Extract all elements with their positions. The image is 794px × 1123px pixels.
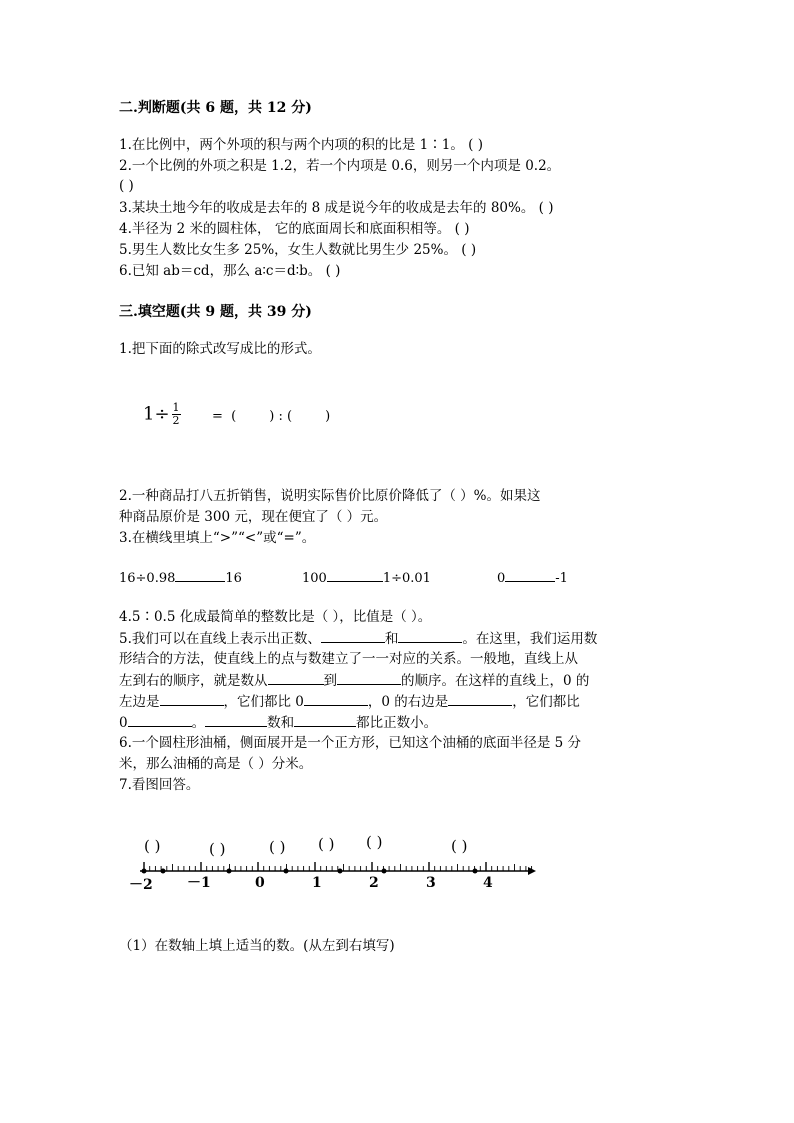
judge-item-4: 4.半径为 2 米的圆柱体， 它的底面周长和底面积相等。 ( ) [119, 221, 470, 237]
fill-q1: 1.把下面的除式改写成比的形式。 [119, 341, 321, 357]
answer-blank[interactable] [337, 671, 401, 685]
judge-item-2-bracket: ( ) [119, 178, 134, 194]
axis-blank[interactable]: ( ) [451, 837, 468, 855]
fill-q4: 4.5∶0.5 化成最简单的整数比是（ ），比值是（ ）。 [119, 609, 432, 625]
text: 的顺序。在这样的直线上，0 的 [401, 673, 590, 689]
text: 都比正数小。 [356, 715, 438, 731]
ratio-answer: = ( ) : ( ) [212, 409, 331, 424]
fill-q5-line5 [119, 713, 437, 732]
fill-q2-line2: 种商品原价是 300 元，现在便宜了（ ）元。 [119, 509, 388, 525]
text: 数和 [267, 715, 295, 731]
answer-blank[interactable] [294, 713, 356, 727]
judge-item-3: 3.某块土地今年的收成是去年的 8 成是说今年的收成是去年的 80%。 ( ) [119, 200, 554, 216]
answer-blank[interactable] [505, 568, 555, 582]
section-2-title: 二.判断题(共 6 题，共 12 分) [119, 100, 312, 116]
answer-blank[interactable] [175, 568, 225, 582]
compare-item-3 [497, 568, 568, 586]
answer-blank[interactable] [304, 692, 368, 706]
text: 0 [119, 715, 128, 731]
text: 5.我们可以在直线上表示出正数、 [119, 631, 321, 647]
axis-label-2: 2 [369, 875, 379, 891]
judge-item-6: 6.已知 ab＝cd，那么 a∶c＝d∶b。 ( ) [119, 263, 341, 279]
axis-point [382, 869, 387, 874]
fill-q7-sub1: （1）在数轴上填上适当的数。(从左到右填写) [119, 938, 395, 954]
compare-right: 1÷0.01 [382, 571, 431, 586]
axis-label-neg2: －2 [129, 877, 153, 893]
axis-blank[interactable]: ( ) [144, 837, 161, 855]
fill-q3: 3.在横线里填上“>”“<”或“=”。 [119, 530, 316, 546]
axis-blank[interactable]: ( ) [209, 840, 226, 858]
text: ，它们都比 [512, 694, 580, 710]
compare-right: -1 [555, 571, 568, 586]
compare-left: 100 [302, 571, 327, 586]
text: 和 [384, 631, 399, 647]
axis-point [284, 869, 289, 874]
section-3-title: 三.填空题(共 9 题，共 39 分) [119, 304, 312, 320]
answer-blank[interactable] [268, 671, 324, 685]
judge-item-2: 2.一个比例的外项之积是 1.2，若一个内项是 0.6，则另一个内项是 0.2。 [119, 158, 561, 174]
axis-label-4: 4 [483, 875, 493, 891]
judge-item-5: 5.男生人数比女生多 25%，女生人数就比男生少 25%。 ( ) [119, 242, 477, 258]
answer-blank[interactable] [448, 692, 512, 706]
axis-blank[interactable]: ( ) [318, 835, 335, 853]
judge-item-1: 1.在比例中，两个外项的积与两个内项的积的比是 1∶1。 ( ) [119, 137, 483, 153]
compare-item-2 [302, 568, 431, 586]
axis-point [161, 869, 166, 874]
fill-q6-line2: 米，那么油桶的高是（ ）分米。 [119, 756, 313, 772]
text: 左边是 [119, 694, 160, 710]
fraction-denominator: 2 [172, 414, 180, 427]
text: 左到右的顺序，就是数从 [119, 673, 268, 689]
text: ，0 的右边是 [367, 694, 449, 710]
axis-label-3: 3 [426, 875, 436, 891]
compare-item-1 [119, 568, 242, 586]
axis-point [473, 869, 478, 874]
axis-blank[interactable]: ( ) [366, 833, 383, 851]
compare-left: 16÷0.98 [119, 571, 176, 586]
text: ，它们都比 0 [223, 694, 304, 710]
fill-q5-line4 [119, 692, 580, 711]
axis-point [227, 869, 232, 874]
compare-right: 16 [225, 571, 242, 586]
text: 到 [323, 673, 337, 689]
division-expression [143, 402, 181, 427]
fill-q5-line2: 形结合的方法，使直线上的点与数建立了一一对应的关系。一般地，直线上从 [119, 651, 578, 667]
fill-q2-line1: 2.一种商品打八五折销售，说明实际售价比原价降低了（ ）%。如果这 [119, 488, 541, 504]
fill-q5-line3 [119, 671, 589, 690]
answer-blank[interactable] [128, 713, 192, 727]
axis-label-neg1: －1 [187, 875, 211, 891]
fill-q7: 7.看图回答。 [119, 777, 200, 793]
number-line-figure [120, 826, 550, 896]
division-whole: 1÷ [143, 403, 170, 425]
axis-label-0: 0 [255, 875, 265, 891]
text: 。在这里，我们运用数 [462, 631, 598, 647]
answer-blank[interactable] [205, 713, 267, 727]
answer-blank[interactable] [321, 629, 385, 643]
axis-point [338, 869, 343, 874]
compare-left: 0 [497, 571, 506, 586]
axis-label-1: 1 [312, 875, 322, 891]
axis-blank[interactable]: ( ) [269, 838, 286, 856]
answer-blank[interactable] [327, 568, 383, 582]
axis-point [142, 869, 147, 874]
fraction-numerator: 1 [172, 401, 180, 414]
fraction [172, 402, 181, 427]
answer-blank[interactable] [398, 629, 462, 643]
fill-q5-line1 [119, 629, 597, 648]
answer-blank[interactable] [160, 692, 224, 706]
text: 。 [191, 715, 206, 731]
fill-q6-line1: 6.一个圆柱形油桶，侧面展开是一个正方形，已知这个油桶的底面半径是 5 分 [119, 735, 582, 751]
